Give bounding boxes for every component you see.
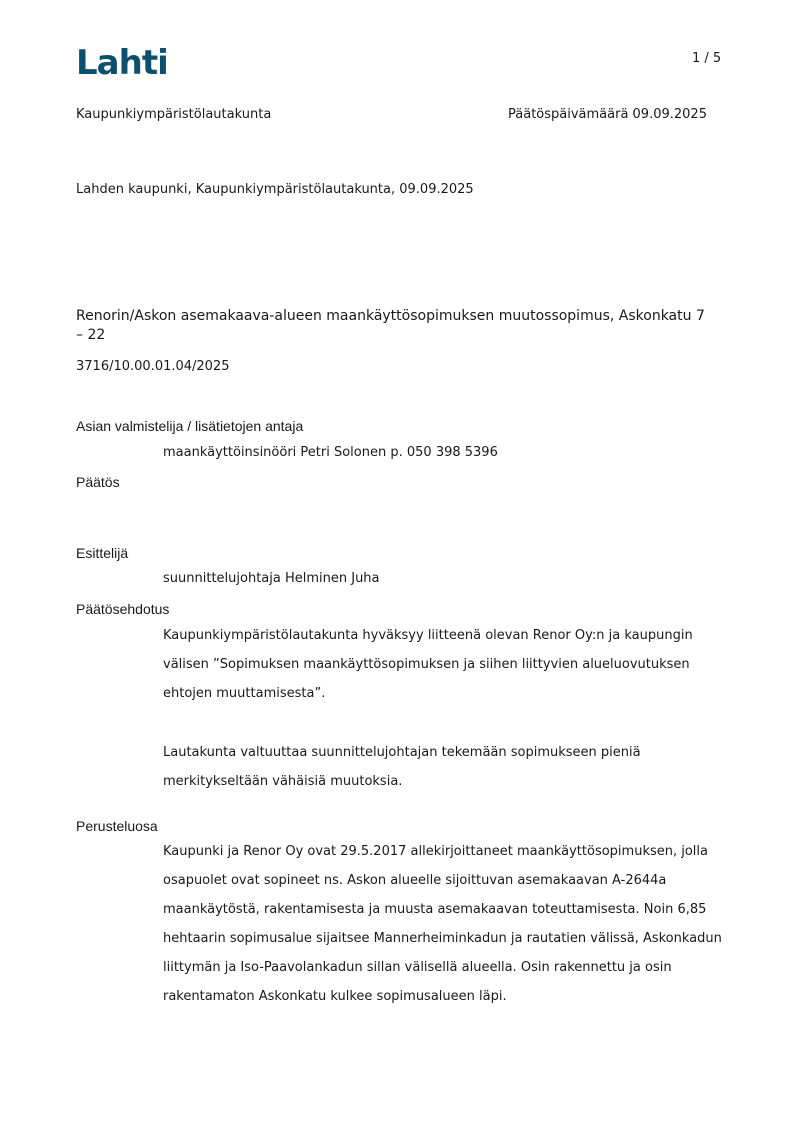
justification-paragraph: Kaupunki ja Renor Oy ovat 29.5.2017 allekirjoittaneet maankäyttösopimuksen, jolla osapuolet ovat sopineet ns. Askon alueelle sijoittuvan asemakaavan A-2644a maankäytöstä, rakentamisesta ja muusta asemakaavan toteuttamisesta. Noin 6,85 hehtaarin sopimusalue sijaitsee Mannerheiminkadun ja rautatien välissä, Askonkadun liittymän ja Iso-Paavolankadun sillan välisellä alueella. Osin rakennettu ja osin rakentamaton Askonkatu kulkee sopimusalueen läpi. <box>163 844 722 1004</box>
lahti-logo: Lahti <box>76 43 168 83</box>
proposal-heading: Päätösehdotus <box>76 601 170 617</box>
proposal-paragraph: Lautakunta valtuuttaa suunnittelujohtajan tekemään sopimukseen pieniä merkitykseltään vähäisiä muutoksia. <box>163 745 641 789</box>
document-title: Renorin/Askon asemakaava-alueen maankäyttösopimuksen muutossopimus, Askonkatu 7 – 22 <box>76 308 705 343</box>
header-decision-date: Päätöspäivämäärä 09.09.2025 <box>508 107 707 122</box>
page-number: 1 / 5 <box>692 51 722 66</box>
header-organ: Kaupunkiympäristölautakunta <box>76 107 272 122</box>
presenter-text: suunnittelujohtaja Helminen Juha <box>163 571 380 586</box>
meeting-line: Lahden kaupunki, Kaupunkiympäristölautakunta, 09.09.2025 <box>76 182 474 197</box>
decision-heading: Päätös <box>76 474 120 490</box>
case-number: 3716/10.00.01.04/2025 <box>76 359 230 374</box>
presenter-heading: Esittelijä <box>76 545 129 561</box>
proposal-paragraph: Kaupunkiympäristölautakunta hyväksyy liitteenä olevan Renor Oy:n ja kaupungin välisen ”Sopimuksen maankäyttösopimuksen ja siihen liittyvien alueluovutuksen ehtojen muuttamisesta”. <box>163 628 693 701</box>
preparer-text: maankäyttöinsinööri Petri Solonen p. 050 398 5396 <box>163 445 498 460</box>
justification-heading: Perusteluosa <box>76 818 158 834</box>
preparer-heading: Asian valmistelija / lisätietojen antaja <box>76 418 304 434</box>
